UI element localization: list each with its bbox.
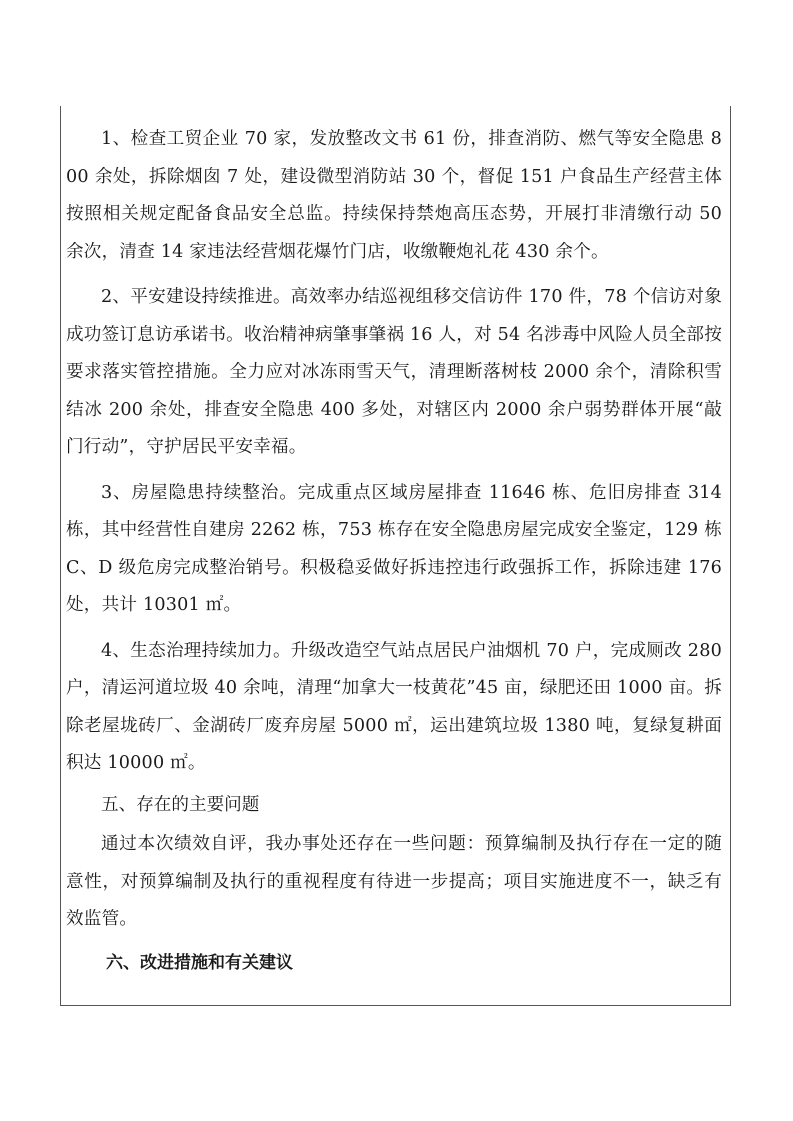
paragraph-item-3: 3、房屋隐患持续整治。完成重点区域房屋排查 11646 栋、危旧房排查 314 栋，其中经营性自建房 2262 栋，753 栋存在安全隐患房屋完成安全鉴定，129 栋 C、D 级危房完成整治销号。积极稳妥做好拆违控违行政强拆工作，拆除违建 176 处，共计 10301 ㎡。 bbox=[66, 482, 722, 615]
document-content bbox=[66, 121, 722, 982]
section-5-heading: 五、存在的主要问题 bbox=[101, 794, 260, 815]
paragraph-item-1: 1、检查工贸企业 70 家，发放整改文书 61 份，排查消防、燃气等安全隐患 800 余处，拆除烟囱 7 处，建设微型消防站 30 个，督促 151 户食品生产经营主体按照相关规定配备食品安全总监。持续保持禁炮高压态势，开展打非清缴行动 50 余次，清查 14 家违法经营烟花爆竹门店，收缴鞭炮礼花 430 余个。 bbox=[66, 129, 722, 262]
section-5-body: 通过本次绩效自评，我办事处还存在一些问题：预算编制及执行存在一定的随意性，对预算编制及执行的重视程度有待进一步提高；项目实施进度不一，缺乏有效监管。 bbox=[66, 834, 722, 929]
paragraph-item-4: 4、生态治理持续加力。升级改造空气站点居民户油烟机 70 户，完成厕改 280 户，清运河道垃圾 40 余吨，清理“加拿大一枝黄花”45 亩，绿肥还田 1000 亩。拆除老屋垅砖厂、金湖砖厂废弃房屋 5000 ㎡，运出建筑垃圾 1380 吨，复绿复耕面积达 10000 ㎡。 bbox=[66, 640, 722, 773]
section-6-heading: 六、改进措施和有关建议 bbox=[106, 952, 293, 973]
paragraph-item-2: 2、平安建设持续推进。高效率办结巡视组移交信访件 170 件，78 个信访对象成功签订息访承诺书。收治精神病肇事肇祸 16 人，对 54 名涉毒中风险人员全部按要求落实管控措施。全力应对冰冻雨雪天气，清理断落树枝 2000 余个，清除积雪结冰 200 余处，排查安全隐患 400 多处，对辖区内 2000 余户弱势群体开展“敲门行动”，守护居民平安幸福。 bbox=[66, 287, 722, 457]
